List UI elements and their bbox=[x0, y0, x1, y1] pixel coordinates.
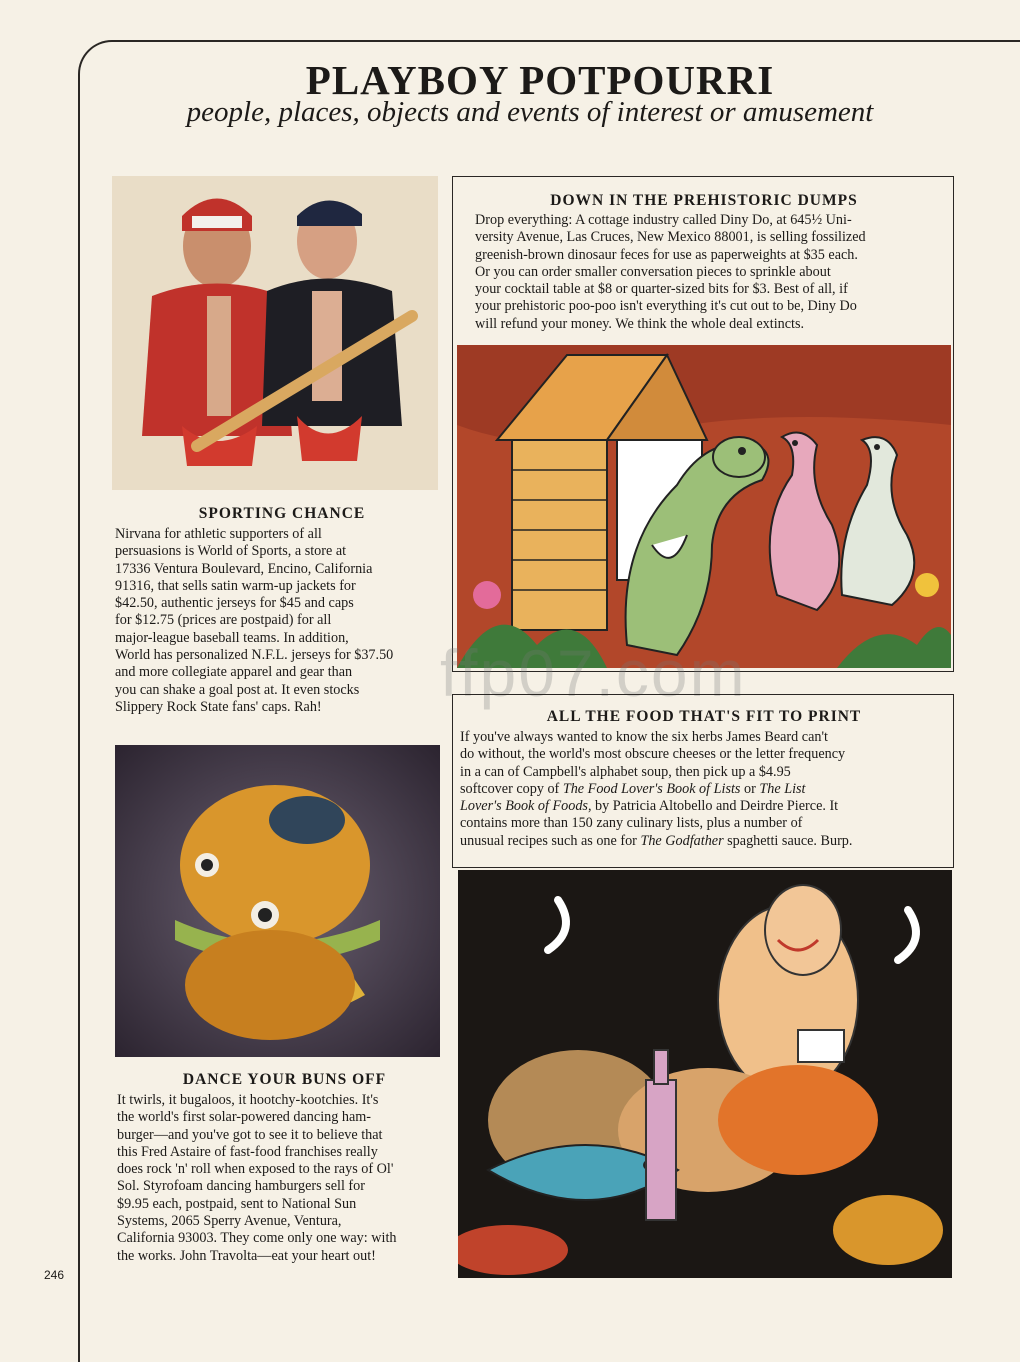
text-line: It twirls, it bugaloos, it hootchy-kootchies. It's bbox=[117, 1092, 379, 1108]
dance-buns-heading: DANCE YOUR BUNS OFF bbox=[182, 1071, 387, 1088]
sports-fans-photo bbox=[112, 176, 438, 490]
text-line: will refund your money. We think the whole deal extincts. bbox=[475, 315, 805, 332]
food-feast-illustration bbox=[458, 870, 952, 1278]
text-line: greenish-brown dinosaur feces for use as paperweights at $35 each. bbox=[475, 246, 858, 263]
page-number: 246 bbox=[44, 1268, 65, 1282]
text-run: , by Patricia Altobello and Deirdre Pierce. It bbox=[587, 798, 839, 815]
text-line: Systems, 2065 Sperry Avenue, Ventura, bbox=[117, 1213, 342, 1230]
dance-buns-text bbox=[117, 1092, 462, 1265]
text-line: $42.50, authentic jerseys for $45 and caps bbox=[115, 595, 354, 612]
text-run: spaghetti sauce. Burp. bbox=[723, 832, 853, 849]
dinosaur-outhouse-illustration bbox=[457, 345, 951, 668]
text-line: Slippery Rock State fans' caps. Rah! bbox=[115, 698, 322, 715]
sports-fans-illustration bbox=[112, 176, 438, 490]
text-line: 91316, that sells satin warm-up jackets for bbox=[115, 577, 356, 594]
text-line: burger—and you've got to see it to believe that bbox=[117, 1126, 383, 1143]
book-title: The Food Lover's Book of Lists bbox=[562, 780, 741, 797]
prehistoric-dumps-text bbox=[475, 212, 955, 333]
food-print-text bbox=[460, 729, 950, 850]
text-line: for $12.75 (prices are postpaid) for all bbox=[115, 612, 332, 629]
text-line: California 93003. They come only one way: with bbox=[117, 1230, 397, 1247]
text-line: Nirvana for athletic supporters of all bbox=[115, 526, 322, 542]
text-line: versity Avenue, Las Cruces, New Mexico 88001, is selling fossilized bbox=[475, 229, 866, 246]
text-line bbox=[460, 781, 950, 798]
text-line: your cocktail table at $8 or quarter-sized bits for $3. Best of all, if bbox=[475, 281, 848, 298]
text-line: Sol. Styrofoam dancing hamburgers sell for bbox=[117, 1178, 365, 1195]
text-run: or bbox=[740, 780, 760, 797]
text-line: this Fred Astaire of fast-food franchises really bbox=[117, 1143, 378, 1160]
text-line: Or you can order smaller conversation pieces to sprinkle about bbox=[475, 263, 831, 280]
food-print-heading: ALL THE FOOD THAT'S FIT TO PRINT bbox=[546, 708, 862, 725]
text-line: do without, the world's most obscure cheeses or the letter frequency bbox=[460, 746, 846, 763]
book-title: The List bbox=[759, 780, 806, 797]
text-line: the world's first solar-powered dancing ham- bbox=[117, 1109, 372, 1126]
text-run: unusual recipes such as one for bbox=[460, 832, 641, 849]
text-line bbox=[460, 798, 950, 815]
text-line: does rock 'n' roll when exposed to the rays of Ol' bbox=[117, 1161, 394, 1178]
dancing-hamburger-photo bbox=[115, 745, 440, 1057]
text-line: contains more than 150 zany culinary lists, plus a number of bbox=[460, 815, 803, 832]
text-line: your prehistoric poo-poo isn't everything it's cut out to be, Diny Do bbox=[475, 298, 857, 315]
prehistoric-dumps-heading: DOWN IN THE PREHISTORIC DUMPS bbox=[550, 192, 858, 209]
text-run: softcover copy of bbox=[460, 780, 563, 797]
text-line bbox=[460, 833, 950, 850]
text-line: 17336 Ventura Boulevard, Encino, California bbox=[115, 560, 373, 577]
text-line: the works. John Travolta—eat your heart out! bbox=[117, 1247, 376, 1264]
text-line: you can shake a goal post at. It even stocks bbox=[115, 681, 360, 698]
text-line: and more collegiate apparel and gear than bbox=[115, 664, 353, 681]
text-line: in a can of Campbell's alphabet soup, then pick up a $4.95 bbox=[460, 763, 791, 780]
text-line: World has personalized N.F.L. jerseys for $37.50 bbox=[115, 647, 394, 664]
text-line: Drop everything: A cottage industry called Diny Do, at 645½ Uni- bbox=[475, 212, 852, 228]
feast-art bbox=[458, 870, 952, 1278]
sporting-chance-heading: SPORTING CHANCE bbox=[198, 505, 366, 522]
text-line: If you've always wanted to know the six herbs James Beard can't bbox=[460, 729, 828, 745]
text-line: major-league baseball teams. In addition, bbox=[115, 629, 349, 646]
film-title: The Godfather bbox=[640, 832, 724, 849]
dinosaur-scene-art bbox=[457, 345, 951, 668]
text-line: persuasions is World of Sports, a store at bbox=[115, 543, 347, 560]
book-title: Lover's Book of Foods bbox=[460, 798, 588, 815]
text-line: $9.95 each, postpaid, sent to National Sun bbox=[117, 1195, 357, 1212]
hamburger-art bbox=[115, 745, 440, 1057]
sporting-chance-text bbox=[115, 526, 460, 716]
page-title: PLAYBOY POTPOURRI bbox=[305, 57, 775, 103]
watermark: ffp07.com bbox=[440, 636, 747, 710]
page-subtitle: people, places, objects and events of interest or amusement bbox=[186, 96, 874, 128]
